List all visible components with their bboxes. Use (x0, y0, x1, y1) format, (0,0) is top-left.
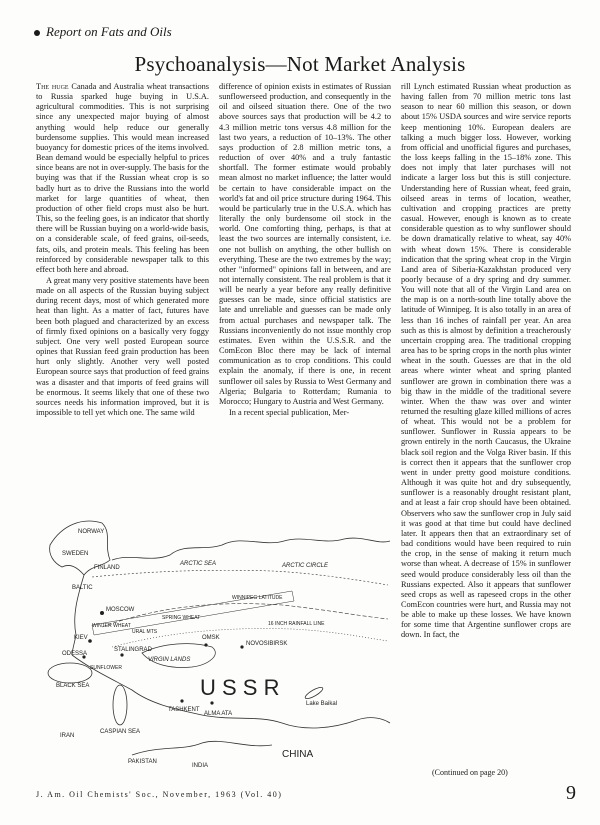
map-label: OMSK (202, 635, 220, 641)
map-label: BALTIC (72, 585, 93, 591)
map-label: INDIA (192, 763, 209, 769)
map-label: IRAN (60, 733, 75, 739)
paragraph-text: Canada and Australia wheat transactions to Russia sparked huge buying in U.S.A. agricultural commodities. This is not surprising since any unexpected major buying of almost anything would help reduce our generally burdensome supplies. This would mean increased buoyancy for domestic prices of the items involved. Bean demand would be especially helpful to prices since beans are not in over-supply. The basis for the buying was that if the Russian wheat crop is so badly hurt as to drive the Russians into the world market for large quantities of wheat, then production of other field crops must also be hurt. This, so the feeling goes, is an indicator that shortly there will be Russian buying on a world-wide basis, on a considerable scale, of feed grains, oil-seeds, fats, oils, and protein meals. This feeling has been reinforced by considerable newspaper talk to this effect both here and abroad. (36, 82, 209, 274)
map-label: WINTER WHEAT (92, 623, 131, 629)
page-number: 9 (566, 782, 576, 804)
map-label: URAL MTS (132, 629, 158, 635)
article-column-1 (36, 82, 209, 500)
continued-note: (Continued on page 20) (432, 768, 508, 777)
black-sea (48, 663, 92, 683)
map-label: ARCTIC SEA (180, 561, 217, 567)
arctic-circle-line (92, 570, 388, 585)
paragraph: rill Lynch estimated Russian wheat production as having fallen from 70 million metric tons last season to near 60 million this season, or down about 15% USDA sources and wire service reports keep mentioning 10%. European dealers are talking a much bigger loss. However, working from official and unofficial figures and purchases, the loss keeps falling in the 15–18% zone. This does not imply that later purchases will not indicate a larger loss but this is still conjecture. Understanding here of Russian wheat, feed grain, oilseed areas in terms of location, weather, cultivation and cropping practices are pretty casual. However, enough is known as to create considerable question as to why sunflower should be down dramatically relative to wheat, say 40% with wheat down 15%. There is considerable indication that the spring wheat crop in the Virgin Land area of Siberia-Kazakhstan produced very poorly because of a dry spring and dry summer. You will note that all of the Virgin Land area on the map is on a north-south line totally above the latitude of Winnipeg. It is also totally in an area of less than 16 inches of rainfall per year. An area such as this is almost by definition a treacherously uncertain cropping area. The traditional cropping area has to be spring crops in the north plus winter wheat in the south. Guesses are that in the old areas where winter wheat and spring planted sunflower are grown in combination there was a big thaw in the middle of the traditional severe winter. When the thaw was over and winter returned the resulting glaze killed millions of acres of wheat. This would not be a problem for sunflower. Sunflower in Russia appears to be grown entirely in the north Caucasus, the Ukraine black soil region and the Volga River basin. If this is correct then it appears that the sunflower crop went in under pretty good moisture conditions. Although it was quite hot and dry subsequently, sunflower is a reasonably drought resistant plant, and at least a fair crop should have been obtained. Observers who saw the sunflower crop in July said it was good at that time but could have declined later. It appears then that an extraordinary set of bad conditions would have been required to ruin the crop, in the sense of making it return much worse than wheat. A decrease of 15% in sunflower seed would produce considerably less oil than the Russians expected. Also it appears that sunflower seed crops as well as rapeseed crops in the other ComEcon countries were hurt, and Russia may not be able to make up these losses. We have known for some time that Argentine sunflower crops are down. In fact, the (401, 82, 571, 640)
lake-baikal (304, 685, 324, 700)
map-label: PAKISTAN (128, 759, 157, 765)
city-dot (180, 699, 183, 702)
city-dot (210, 701, 213, 704)
caspian-sea (113, 685, 127, 725)
map-label: STALINGRAD (114, 647, 152, 653)
lead-small-caps: The huge (36, 82, 69, 91)
map-label: U S S R (200, 675, 280, 700)
article-column-2 (219, 82, 391, 500)
paragraph: In a recent special publication, Mer- (229, 408, 350, 417)
article-column-3 (401, 82, 571, 787)
city-dot (204, 643, 207, 646)
map-label: CASPIAN SEA (100, 729, 141, 735)
page-footer (36, 782, 576, 804)
map-label: CHINA (282, 749, 314, 760)
city-dot (100, 611, 104, 615)
section-label (34, 24, 172, 40)
map-label: Lake Baikal (306, 701, 338, 707)
paragraph: difference of opinion exists in estimates of Russian sunflowerseed production, and consequently in the oil and oilseed situation there. One of the two above sources says that production will be 4.2 to 4.3 million metric tons versus 4.8 million for the last two years, a reduction of 10–13%. The other says production of 2.8 million metric tons, a reduction of over 40% and a truly fantastic shortfall. The former estimate would probably mean almost no market influence; the latter would be certain to have considerable impact on the world's fat and oil price structure during 1964. This would be particularly true in the U.S.A. which has literally the only burdensome oil stock in the world. One comforting thing, perhaps, is that at least the two sources are internally consistent, i.e. one not bullish on anything, the other bullish on everything. These are the two extremes by the way; other "informed" opinions fall in between, and are not internally consistent. The real problem is that it will be nearly a year before any really definitive guesses can be made, since official statistics are late and unreliable and guesses can be made only from actual purchases and newspaper talk. The Russians inconveniently do not issue monthly crop estimates. Even within the U.S.S.R. and the ComEcon Bloc there may be lack of internal communication as to crop conditions. This could explain the anomaly, if there is one, in recent sunflower oil sales by Russia to West Germany and Algeria; Bulgaria to Rotterdam; Rumania to Morocco; Hungary to Austria and West Germany. (219, 82, 391, 406)
journal-citation: J. Am. Oil Chemists' Soc., November, 1963 (Vol. 40) (36, 790, 283, 799)
arctic-coastline (112, 538, 390, 560)
map-label: NORWAY (78, 529, 105, 535)
map-label: MOSCOW (106, 607, 135, 613)
map-label: ODESSA (62, 651, 88, 657)
city-dot (120, 653, 123, 656)
bullet-icon (34, 30, 40, 36)
virgin-lands-region (142, 644, 215, 668)
city-dot (88, 639, 92, 643)
map-label: SWEDEN (62, 551, 89, 557)
map-label: VIRGIN LANDS (148, 657, 191, 663)
map-label: ARCTIC CIRCLE (282, 563, 329, 569)
south-asia-border (132, 741, 272, 755)
map-label: BLACK SEA (56, 683, 90, 689)
map-label: KIEV (74, 635, 88, 641)
paragraph: A great many very positive statements have been made on all aspects of the Russian buying subject during recent days, most of which generated more heat than light. As a matter of fact, futures have been both plagued and characterized by an excess of firmly fixed opinions on a basically very foggy subject. One very well posted European source opines that Russian feed grain production has been hurt only slightly. Another very well posted European source says that production of feed grains was a disaster and that imports of feed grains will be enormous. It seems likely that one of these two sources needs his information improved, but it is impossible to tell yet which one. The same wild (36, 275, 209, 417)
section-label-text: Report on Fats and Oils (46, 24, 172, 39)
map-label: FINLAND (94, 565, 120, 571)
map-label: SPRING WHEAT (162, 615, 201, 621)
map-label: NOVOSIBIRSK (246, 641, 288, 647)
map-label: 16 INCH RAINFALL LINE (268, 621, 325, 627)
map-label: SUNFLOWER (90, 665, 122, 671)
map-label: WINNIPEG LATITUDE (232, 595, 283, 601)
paragraph (36, 82, 209, 275)
ussr-crop-map (32, 505, 392, 777)
map-label: ALMA ATA (204, 711, 233, 717)
winnipeg-latitude-line (102, 604, 388, 627)
city-dot (240, 645, 243, 648)
map-label: TASHKENT (168, 707, 200, 713)
article-title: Psychoanalysis—Not Market Analysis (134, 52, 466, 76)
